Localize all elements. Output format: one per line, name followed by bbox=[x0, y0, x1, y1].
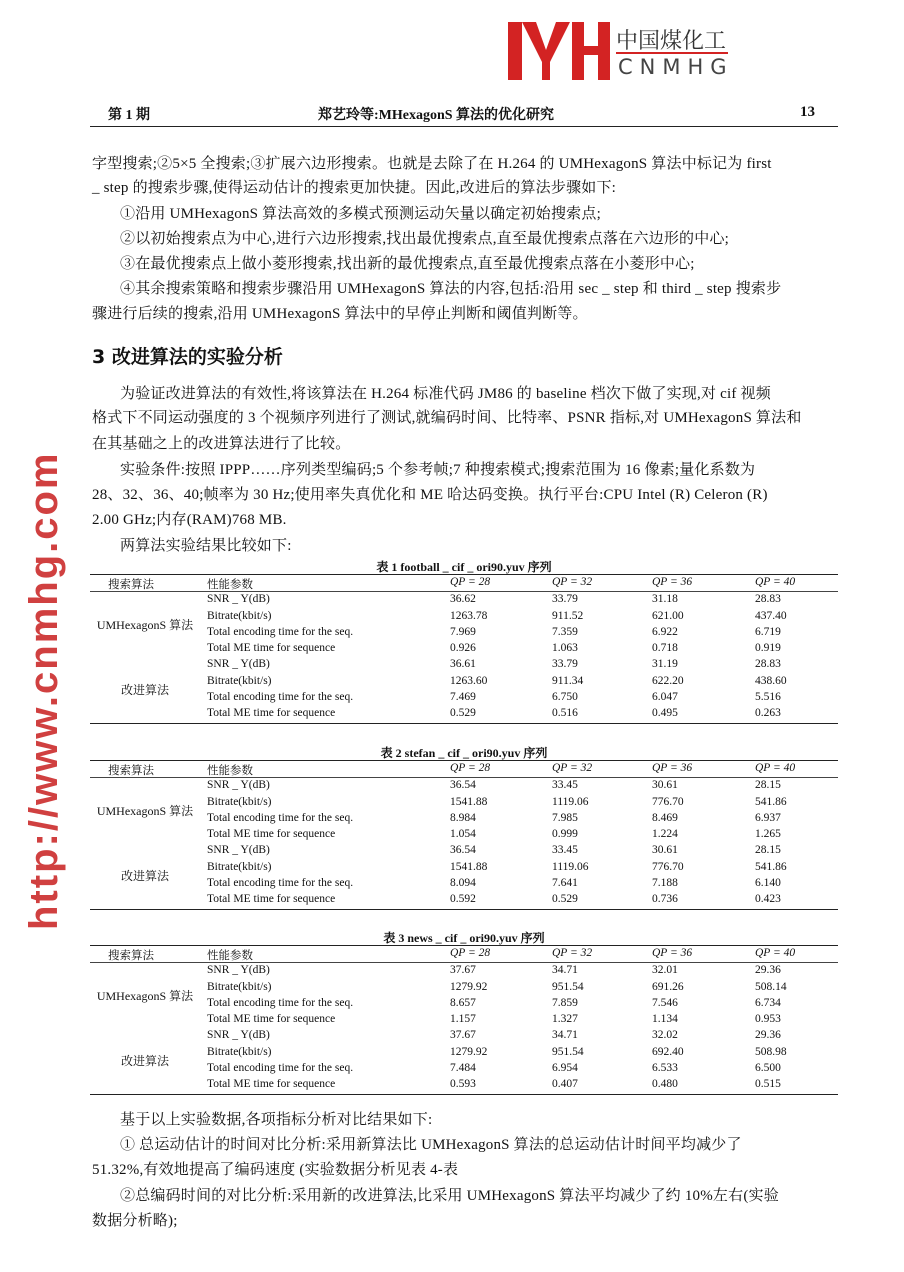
text-line: 字型搜索;②5×5 全搜索;③扩展六边形搜索。也就是去除了在 H.264 的 UMHexagonS 算法中标记为 first bbox=[92, 156, 772, 172]
table-cell: 28.83 bbox=[755, 593, 781, 606]
param-label: Bitrate(kbit/s) bbox=[207, 795, 272, 808]
result-table-3 bbox=[90, 929, 838, 1095]
table-cell: 6.719 bbox=[755, 625, 781, 638]
algorithm-label: UMHexagonS 算法 bbox=[96, 989, 194, 1004]
text-line: ②总编码时间的对比分析:采用新的改进算法,比采用 UMHexagonS 算法平均减少了约 10%左右(实验 bbox=[120, 1188, 779, 1204]
param-label: Total encoding time for the seq. bbox=[207, 1062, 354, 1075]
table-cell: 951.54 bbox=[552, 1045, 584, 1058]
page-number: 13 bbox=[800, 104, 815, 120]
column-header: QP = 32 bbox=[552, 947, 593, 959]
column-header: QP = 28 bbox=[450, 576, 491, 588]
table-row bbox=[90, 811, 838, 827]
text-line: 在其基础之上的改进算法进行了比较。 bbox=[92, 436, 351, 452]
table-cell: 33.45 bbox=[552, 779, 578, 792]
table-cell: 29.36 bbox=[755, 1029, 781, 1042]
table-header-row bbox=[90, 946, 838, 962]
table-cell: 691.26 bbox=[652, 980, 684, 993]
table-cell: 911.52 bbox=[552, 609, 584, 622]
table-cell: 6.734 bbox=[755, 996, 781, 1009]
column-header: QP = 36 bbox=[652, 947, 693, 959]
table-cell: 0.592 bbox=[450, 893, 476, 906]
text-line: 实验条件:按照 IPPP……序列类型编码;5 个参考帧;7 种搜索模式;搜索范围为 16 像素;量化系数为 bbox=[120, 462, 756, 478]
param-label: Total encoding time for the seq. bbox=[207, 996, 354, 1009]
table-row bbox=[90, 963, 838, 979]
param-label: SNR _ Y(dB) bbox=[207, 1029, 270, 1042]
column-header: 搜索算法 bbox=[108, 579, 154, 591]
header-rule bbox=[90, 126, 838, 127]
table-cell: 1541.88 bbox=[450, 860, 488, 873]
table-cell: 0.407 bbox=[552, 1078, 578, 1091]
table-cell: 28.15 bbox=[755, 844, 781, 857]
table-cell: 0.515 bbox=[755, 1078, 781, 1091]
table-cell: 6.922 bbox=[652, 625, 678, 638]
text-line: ④其余搜索策略和搜索步骤沿用 UMHexagonS 算法的内容,包括:沿用 sec _ step 和 third _ step 搜索步 bbox=[120, 281, 782, 297]
param-label: SNR _ Y(dB) bbox=[207, 779, 270, 792]
text-line: ②以初始搜索点为中心,进行六边形搜索,找出最优搜索点,直至最优搜索点落在六边形的中心; bbox=[120, 231, 730, 247]
table-cell: 951.54 bbox=[552, 980, 584, 993]
table-cell: 0.480 bbox=[652, 1078, 678, 1091]
table-cell: 437.40 bbox=[755, 609, 787, 622]
section-heading: 3 改进算法的实验分析 bbox=[92, 346, 283, 368]
table-row bbox=[90, 860, 838, 876]
result-table-2 bbox=[90, 744, 838, 910]
table-cell: 692.40 bbox=[652, 1045, 684, 1058]
param-label: Bitrate(kbit/s) bbox=[207, 980, 272, 993]
param-label: Bitrate(kbit/s) bbox=[207, 609, 272, 622]
table-cell: 541.86 bbox=[755, 860, 787, 873]
table-cell: 0.919 bbox=[755, 642, 781, 655]
param-label: Total ME time for sequence bbox=[207, 1078, 336, 1091]
watermark-url: http://www.cnmhg.com bbox=[22, 451, 66, 930]
text-line: 格式下不同运动强度的 3 个视频序列进行了测试,就编码时间、比特率、PSNR 指标,对 UMHexagonS 算法和 bbox=[92, 410, 802, 426]
table-cell: 1.327 bbox=[552, 1013, 578, 1026]
text-line: _ step 的搜索步骤,使得运动估计的搜索更加快捷。因此,改进后的算法步骤如下: bbox=[92, 180, 617, 196]
table-row bbox=[90, 706, 838, 722]
table-row bbox=[90, 795, 838, 811]
cnmhg-logo bbox=[500, 22, 840, 80]
table-cell: 36.54 bbox=[450, 779, 476, 792]
column-header: QP = 32 bbox=[552, 576, 593, 588]
table-cell: 776.70 bbox=[652, 860, 684, 873]
table-row bbox=[90, 996, 838, 1012]
issue-number: 第 1 期 bbox=[108, 108, 150, 123]
table-cell: 37.67 bbox=[450, 1029, 476, 1042]
table-cell: 7.469 bbox=[450, 691, 476, 704]
table-cell: 7.985 bbox=[552, 811, 578, 824]
table-row bbox=[90, 827, 838, 843]
table-cell: 7.484 bbox=[450, 1062, 476, 1075]
table-row bbox=[90, 1012, 838, 1028]
param-label: Total encoding time for the seq. bbox=[207, 811, 354, 824]
table-cell: 911.34 bbox=[552, 674, 584, 687]
table-cell: 1.134 bbox=[652, 1013, 678, 1026]
table-cell: 0.529 bbox=[552, 893, 578, 906]
table-bottom-rule bbox=[90, 1094, 838, 1095]
param-label: Total ME time for sequence bbox=[207, 828, 336, 841]
table-row bbox=[90, 1045, 838, 1061]
table-cell: 6.047 bbox=[652, 691, 678, 704]
logo-en-text: CNMHG bbox=[618, 55, 734, 79]
table-cell: 1263.78 bbox=[450, 609, 488, 622]
table-cell: 1119.06 bbox=[552, 860, 589, 873]
table-cell: 438.60 bbox=[755, 674, 787, 687]
table-cell: 8.984 bbox=[450, 811, 476, 824]
table-cell: 0.263 bbox=[755, 707, 781, 720]
table-cell: 1263.60 bbox=[450, 674, 488, 687]
table-cell: 8.469 bbox=[652, 811, 678, 824]
param-label: Total encoding time for the seq. bbox=[207, 691, 354, 704]
param-label: Total ME time for sequence bbox=[207, 642, 336, 655]
table-cell: 32.02 bbox=[652, 1029, 678, 1042]
result-table-1 bbox=[90, 558, 838, 724]
table-cell: 0.999 bbox=[552, 828, 578, 841]
table-caption: 表 2 stefan _ cif _ ori90.yuv 序列 bbox=[380, 746, 548, 760]
text-line: ①沿用 UMHexagonS 算法高效的多模式预测运动矢量以确定初始搜索点; bbox=[120, 206, 601, 222]
param-label: Total ME time for sequence bbox=[207, 1013, 336, 1026]
table-cell: 1279.92 bbox=[450, 1045, 488, 1058]
logo-mark-icon bbox=[500, 22, 610, 80]
text-line: ③在最优搜索点上做小菱形搜索,找出新的最优搜索点,直至最优搜索点落在小菱形中心; bbox=[120, 256, 695, 272]
table-cell: 33.79 bbox=[552, 593, 578, 606]
table-cell: 541.86 bbox=[755, 795, 787, 808]
param-label: SNR _ Y(dB) bbox=[207, 844, 270, 857]
table-cell: 6.937 bbox=[755, 811, 781, 824]
table-cell: 34.71 bbox=[552, 1029, 578, 1042]
param-label: SNR _ Y(dB) bbox=[207, 658, 270, 671]
table-row bbox=[90, 690, 838, 706]
table-cell: 6.954 bbox=[552, 1062, 578, 1075]
text-line: 2.00 GHz;内存(RAM)768 MB. bbox=[92, 512, 287, 528]
table-row bbox=[90, 641, 838, 657]
table-cell: 36.61 bbox=[450, 658, 476, 671]
table-cell: 0.495 bbox=[652, 707, 678, 720]
logo-cn-text: 中国煤化工 bbox=[616, 29, 727, 54]
table-cell: 1119.06 bbox=[552, 795, 589, 808]
table-bottom-rule bbox=[90, 909, 838, 910]
column-header: QP = 28 bbox=[450, 762, 491, 774]
table-cell: 30.61 bbox=[652, 844, 678, 857]
table-cell: 622.20 bbox=[652, 674, 684, 687]
table-row bbox=[90, 609, 838, 625]
param-label: Total encoding time for the seq. bbox=[207, 625, 354, 638]
algorithm-label: 改进算法 bbox=[120, 869, 169, 884]
table-cell: 32.01 bbox=[652, 964, 678, 977]
table-header-row bbox=[90, 761, 838, 777]
table-cell: 7.188 bbox=[652, 877, 678, 890]
param-label: Bitrate(kbit/s) bbox=[207, 1045, 272, 1058]
param-label: Bitrate(kbit/s) bbox=[207, 860, 272, 873]
table-row bbox=[90, 625, 838, 641]
text-line: ① 总运动估计的时间对比分析:采用新算法比 UMHexagonS 算法的总运动估计时间平均减少了 bbox=[120, 1137, 742, 1153]
table-row bbox=[90, 892, 838, 908]
table-cell: 0.926 bbox=[450, 642, 476, 655]
param-label: Total encoding time for the seq. bbox=[207, 877, 354, 890]
table-cell: 7.641 bbox=[552, 877, 578, 890]
param-label: SNR _ Y(dB) bbox=[207, 964, 270, 977]
table-row bbox=[90, 843, 838, 859]
table-cell: 0.953 bbox=[755, 1013, 781, 1026]
table-row bbox=[90, 980, 838, 996]
table-cell: 28.15 bbox=[755, 779, 781, 792]
table-cell: 1541.88 bbox=[450, 795, 488, 808]
table-cell: 31.18 bbox=[652, 593, 678, 606]
table-cell: 1279.92 bbox=[450, 980, 488, 993]
table-cell: 28.83 bbox=[755, 658, 781, 671]
table-bottom-rule bbox=[90, 723, 838, 724]
column-header: 性能参数 bbox=[207, 765, 253, 777]
table-cell: 1.054 bbox=[450, 828, 476, 841]
column-header: QP = 40 bbox=[755, 576, 796, 588]
algorithm-label: UMHexagonS 算法 bbox=[96, 804, 194, 819]
text-line: 基于以上实验数据,各项指标分析对比结果如下: bbox=[120, 1112, 433, 1128]
table-cell: 7.546 bbox=[652, 996, 678, 1009]
table-cell: 6.500 bbox=[755, 1062, 781, 1075]
table-cell: 1.224 bbox=[652, 828, 678, 841]
table-cell: 30.61 bbox=[652, 779, 678, 792]
table-cell: 8.657 bbox=[450, 996, 476, 1009]
table-cell: 7.859 bbox=[552, 996, 578, 1009]
column-header: QP = 32 bbox=[552, 762, 593, 774]
param-label: SNR _ Y(dB) bbox=[207, 593, 270, 606]
table-cell: 6.140 bbox=[755, 877, 781, 890]
table-row bbox=[90, 876, 838, 892]
table-cell: 0.736 bbox=[652, 893, 678, 906]
table-row bbox=[90, 674, 838, 690]
table-cell: 5.516 bbox=[755, 691, 781, 704]
param-label: Bitrate(kbit/s) bbox=[207, 674, 272, 687]
column-header: 搜索算法 bbox=[108, 765, 154, 777]
text-line: 51.32%,有效地提高了编码速度 (实验数据分析见表 4-表 bbox=[92, 1162, 459, 1178]
table-cell: 34.71 bbox=[552, 964, 578, 977]
table-cell: 6.750 bbox=[552, 691, 578, 704]
column-header: QP = 36 bbox=[652, 762, 693, 774]
table-row bbox=[90, 1077, 838, 1093]
table-cell: 29.36 bbox=[755, 964, 781, 977]
column-header: QP = 36 bbox=[652, 576, 693, 588]
table-cell: 7.359 bbox=[552, 625, 578, 638]
logo-divider bbox=[616, 52, 728, 54]
text-line: 数据分析略); bbox=[92, 1213, 178, 1229]
table-cell: 0.529 bbox=[450, 707, 476, 720]
column-header: QP = 40 bbox=[755, 947, 796, 959]
running-title: 郑艺玲等:MHexagonS 算法的优化研究 bbox=[318, 108, 555, 123]
table-cell: 33.45 bbox=[552, 844, 578, 857]
table-caption: 表 3 news _ cif _ ori90.yuv 序列 bbox=[383, 931, 545, 945]
column-header: QP = 40 bbox=[755, 762, 796, 774]
table-cell: 37.67 bbox=[450, 964, 476, 977]
table-row bbox=[90, 778, 838, 794]
text-line: 28、32、36、40;帧率为 30 Hz;使用率失真优化和 ME 哈达码变换。执行平台:CPU Intel (R) Celeron (R) bbox=[92, 487, 768, 503]
table-cell: 36.54 bbox=[450, 844, 476, 857]
table-cell: 0.423 bbox=[755, 893, 781, 906]
table-cell: 6.533 bbox=[652, 1062, 678, 1075]
table-cell: 0.718 bbox=[652, 642, 678, 655]
text-line: 骤进行后续的搜索,沿用 UMHexagonS 算法中的早停止判断和阈值判断等。 bbox=[92, 306, 588, 322]
table-cell: 31.19 bbox=[652, 658, 678, 671]
text-line: 为验证改进算法的有效性,将该算法在 H.264 标准代码 JM86 的 baseline 档次下做了实现,对 cif 视频 bbox=[120, 386, 771, 402]
algorithm-label: 改进算法 bbox=[120, 1054, 169, 1069]
column-header: 性能参数 bbox=[207, 579, 253, 591]
table-row bbox=[90, 592, 838, 608]
column-header: 搜索算法 bbox=[108, 950, 154, 962]
table-cell: 1.157 bbox=[450, 1013, 476, 1026]
table-cell: 0.516 bbox=[552, 707, 578, 720]
param-label: Total ME time for sequence bbox=[207, 707, 336, 720]
table-cell: 508.14 bbox=[755, 980, 787, 993]
table-cell: 33.79 bbox=[552, 658, 578, 671]
table-cell: 7.969 bbox=[450, 625, 476, 638]
table-row bbox=[90, 657, 838, 673]
table-cell: 36.62 bbox=[450, 593, 476, 606]
table-cell: 0.593 bbox=[450, 1078, 476, 1091]
algorithm-label: 改进算法 bbox=[120, 683, 169, 698]
table-cell: 776.70 bbox=[652, 795, 684, 808]
param-label: Total ME time for sequence bbox=[207, 893, 336, 906]
table-row bbox=[90, 1061, 838, 1077]
table-cell: 1.265 bbox=[755, 828, 781, 841]
table-cell: 8.094 bbox=[450, 877, 476, 890]
text-line: 两算法实验结果比较如下: bbox=[120, 538, 292, 554]
algorithm-label: UMHexagonS 算法 bbox=[96, 618, 194, 633]
table-header-row bbox=[90, 575, 838, 591]
table-cell: 1.063 bbox=[552, 642, 578, 655]
column-header: QP = 28 bbox=[450, 947, 491, 959]
table-cell: 621.00 bbox=[652, 609, 684, 622]
table-caption: 表 1 football _ cif _ ori90.yuv 序列 bbox=[376, 560, 552, 574]
table-row bbox=[90, 1028, 838, 1044]
table-cell: 508.98 bbox=[755, 1045, 787, 1058]
column-header: 性能参数 bbox=[207, 950, 253, 962]
